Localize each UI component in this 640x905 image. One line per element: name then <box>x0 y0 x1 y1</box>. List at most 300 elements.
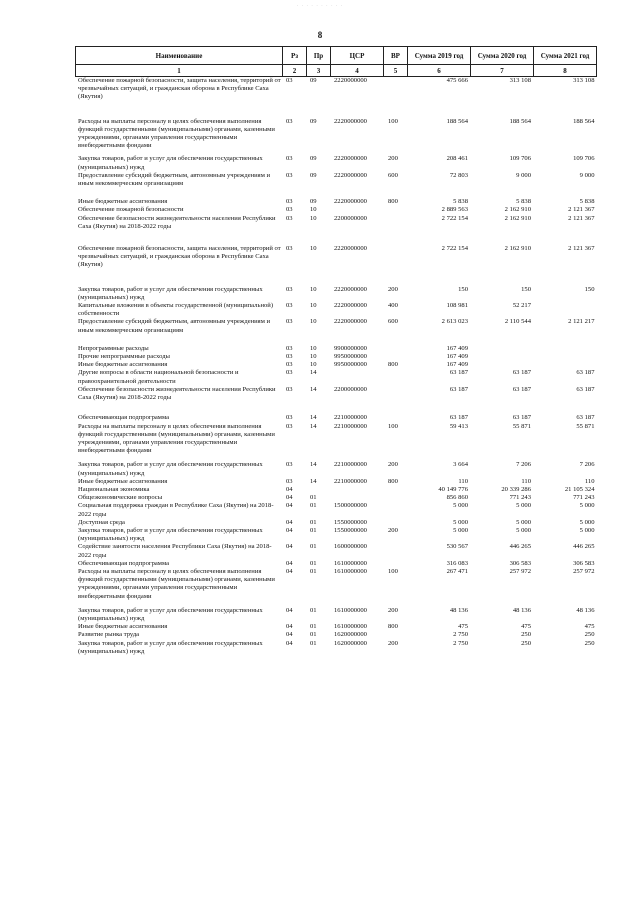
row-rz: 03 <box>286 361 293 369</box>
row-csr: 1600000000 <box>334 543 367 551</box>
row-sum-2019: 2 613 023 <box>441 318 468 326</box>
row-sum-2019: 856 860 <box>446 494 468 502</box>
row-name: Закупка товаров, работ и услуг для обеспечения государственных (муниципальных) нужд <box>78 526 263 543</box>
row-sum-2019: 63 187 <box>449 385 468 393</box>
row-sum-2021: 9 000 <box>579 171 595 179</box>
table-row <box>76 245 597 286</box>
row-csr: 1620000000 <box>334 631 367 639</box>
row-rz: 04 <box>286 606 293 614</box>
row-rz: 04 <box>286 526 293 534</box>
row-pr: 01 <box>310 631 317 639</box>
row-pr: 01 <box>310 526 317 534</box>
row-sum-2019: 188 564 <box>446 117 468 125</box>
row-pr: 14 <box>310 422 317 430</box>
row-name: Иные бюджетные ассигнования <box>78 198 168 206</box>
row-sum-2020: 52 217 <box>512 302 531 310</box>
row-csr: 2210000000 <box>334 461 367 469</box>
row-name: Расходы на выплаты персоналу в целях обеспечения выполнения функций государственными (муниципальными) органами, казенными учреждениями, органами управления государственными внебюджетными фондами <box>78 567 275 600</box>
row-csr <box>331 486 384 494</box>
header-vr: ВР <box>384 47 408 65</box>
row-sum-2019: 63 187 <box>449 369 468 377</box>
row-rz: 03 <box>286 353 293 361</box>
row-pr: 14 <box>310 369 317 377</box>
row-sum-2020: 2 110 544 <box>504 318 531 326</box>
row-vr <box>384 206 408 214</box>
row-vr <box>384 486 408 494</box>
row-vr: 600 <box>388 171 398 179</box>
row-rz: 04 <box>286 494 293 502</box>
row-vr: 800 <box>388 198 398 206</box>
row-csr: 1610000000 <box>334 559 367 567</box>
column-number: 6 <box>408 65 471 77</box>
row-pr: 10 <box>310 245 317 253</box>
row-rz: 03 <box>286 245 293 253</box>
row-sum-2019: 110 <box>458 477 468 485</box>
row-vr <box>384 631 408 639</box>
column-number: 2 <box>283 65 307 77</box>
table-row <box>76 478 597 486</box>
row-sum-2020: 2 162 910 <box>504 206 531 214</box>
row-csr: 1550000000 <box>334 526 367 534</box>
row-sum-2019: 2 722 154 <box>441 245 468 253</box>
row-pr: 01 <box>310 543 317 551</box>
row-csr: 9950000000 <box>334 353 367 361</box>
row-name: Непрограммные расходы <box>78 344 149 352</box>
row-csr: 2210000000 <box>334 422 367 430</box>
row-name: Обеспечение пожарной безопасности, защита населения, территорий от чрезвычайных ситуаций, и гражданская оборона в Республике Саха (Якутия) <box>78 77 281 101</box>
row-sum-2020: 5 838 <box>516 198 531 206</box>
row-name: Закупка товаров, работ и услуг для обеспечения государственных (муниципальных) нужд <box>78 461 263 477</box>
row-sum-2021: 446 265 <box>573 543 595 551</box>
row-vr <box>384 414 408 422</box>
row-pr: 09 <box>310 198 317 206</box>
row-sum-2021 <box>534 302 597 318</box>
table-row <box>76 286 597 302</box>
scan-header-mark: · · · · · · · · · · <box>296 4 344 9</box>
row-pr: 10 <box>310 302 317 310</box>
row-csr: 1620000000 <box>334 639 367 647</box>
row-sum-2019: 2 750 <box>453 631 468 639</box>
row-sum-2020: 109 706 <box>509 155 531 163</box>
row-csr <box>331 494 384 502</box>
row-name: Обеспечение пожарной безопасности, защита населения, территорий от чрезвычайных ситуаций, и гражданская оборона в Республике Саха (Якутия) <box>78 245 281 269</box>
row-sum-2019: 530 567 <box>446 543 468 551</box>
row-csr: 1610000000 <box>334 606 367 614</box>
row-sum-2021: 5 000 <box>579 518 595 526</box>
header-sum-2019: Сумма 2019 год <box>408 47 471 65</box>
row-pr: 09 <box>310 77 317 84</box>
column-number: 4 <box>331 65 384 77</box>
row-sum-2019: 5 000 <box>453 526 468 534</box>
row-sum-2019: 208 461 <box>446 155 468 163</box>
row-name: Закупка товаров, работ и услуг для обеспечения государственных (муниципальных) нужд <box>78 155 263 171</box>
row-vr: 200 <box>388 526 398 534</box>
row-rz: 04 <box>286 639 293 647</box>
row-csr: 2210000000 <box>334 414 367 422</box>
table-row <box>76 568 597 607</box>
row-pr: 09 <box>310 117 317 125</box>
column-number-row <box>76 65 597 77</box>
row-sum-2021 <box>534 345 597 353</box>
row-vr: 100 <box>388 567 398 575</box>
column-number: 7 <box>471 65 534 77</box>
row-sum-2020: 110 <box>521 477 531 485</box>
row-pr: 10 <box>310 206 317 214</box>
row-csr: 2220000000 <box>334 285 367 293</box>
header-csr: ЦСР <box>331 47 384 65</box>
row-sum-2019: 5 838 <box>453 198 468 206</box>
row-vr <box>384 77 408 118</box>
row-name: Общеэкономические вопросы <box>78 494 163 502</box>
table-row <box>76 486 597 494</box>
row-csr: 2220000000 <box>334 198 367 206</box>
row-sum-2019: 475 666 <box>446 77 468 84</box>
row-sum-2021: 63 187 <box>576 385 595 393</box>
row-name: Расходы на выплаты персоналу в целях обеспечения выполнения функций государственными (муниципальными) органами, казенными учреждениями, органами управления государственными внебюджетными фондами <box>78 117 275 150</box>
row-vr <box>384 345 408 353</box>
row-rz: 03 <box>286 369 293 377</box>
row-vr <box>384 494 408 502</box>
table-row <box>76 172 597 198</box>
row-vr <box>384 502 408 518</box>
row-sum-2019: 63 187 <box>449 414 468 422</box>
row-csr: 2200000000 <box>334 385 367 393</box>
row-rz: 03 <box>286 422 293 430</box>
table-row <box>76 527 597 543</box>
row-sum-2021: 5 000 <box>579 502 595 510</box>
table-row <box>76 369 597 385</box>
header-sum-2021: Сумма 2021 год <box>534 47 597 65</box>
row-pr: 01 <box>310 606 317 614</box>
row-name: Закупка товаров, работ и услуг для обеспечения государственных (муниципальных) нужд <box>78 285 263 301</box>
row-name: Предоставление субсидий бюджетным, автономным учреждениям и иным некоммерческим организациям <box>78 318 271 334</box>
column-number: 5 <box>384 65 408 77</box>
row-sum-2020: 475 <box>521 623 531 631</box>
row-pr: 14 <box>310 461 317 469</box>
row-name: Предоставление субсидий бюджетным, автономным учреждениям и иным некоммерческим организациям <box>78 171 271 188</box>
row-sum-2021: 63 187 <box>576 414 595 422</box>
row-csr: 1610000000 <box>334 623 367 631</box>
row-sum-2019: 475 <box>458 623 468 631</box>
row-name: Другие вопросы в области национальной безопасности и правоохранительной деятельности <box>78 369 239 385</box>
row-name: Закупка товаров, работ и услуг для обеспечения государственных (муниципальных) нужд <box>78 639 263 655</box>
row-name: Развитие рынка труда <box>78 631 140 639</box>
row-sum-2019: 2 722 154 <box>441 214 468 222</box>
row-pr: 10 <box>310 318 317 326</box>
row-sum-2021: 150 <box>584 285 595 293</box>
row-vr: 100 <box>388 422 398 430</box>
row-sum-2021: 188 564 <box>573 117 595 125</box>
row-rz: 04 <box>286 543 293 551</box>
table-row <box>76 560 597 568</box>
row-rz: 03 <box>286 414 293 422</box>
row-vr <box>384 215 408 245</box>
row-name: Иные бюджетные ассигнования <box>78 623 168 631</box>
table-row <box>76 423 597 462</box>
row-sum-2020: 63 187 <box>512 369 531 377</box>
row-csr <box>331 369 384 385</box>
row-pr <box>307 486 331 494</box>
row-rz: 03 <box>286 302 293 310</box>
row-sum-2020: 9 000 <box>516 171 531 179</box>
table-row <box>76 631 597 639</box>
row-sum-2021 <box>534 361 597 369</box>
row-rz: 03 <box>286 77 293 84</box>
row-sum-2020: 2 162 910 <box>504 214 531 222</box>
row-vr: 100 <box>388 117 398 125</box>
header-rz: Рз <box>283 47 307 65</box>
row-pr: 09 <box>310 171 317 179</box>
row-sum-2021: 313 108 <box>573 77 595 84</box>
row-pr: 01 <box>310 639 317 647</box>
row-vr: 800 <box>388 477 398 485</box>
row-rz: 03 <box>286 155 293 163</box>
row-rz: 04 <box>286 623 293 631</box>
row-vr <box>384 369 408 385</box>
row-pr: 01 <box>310 559 317 567</box>
row-sum-2020 <box>471 345 534 353</box>
row-sum-2019: 167 409 <box>446 344 468 352</box>
row-sum-2020: 63 187 <box>512 385 531 393</box>
row-csr: 2200000000 <box>334 214 367 222</box>
row-csr: 1500000000 <box>334 502 367 510</box>
row-sum-2019: 267 471 <box>446 567 468 575</box>
column-number: 8 <box>534 65 597 77</box>
table-row <box>76 414 597 422</box>
row-csr: 2220000000 <box>334 77 367 84</box>
header-name: Наименование <box>76 47 283 65</box>
row-sum-2020: 306 583 <box>509 559 531 567</box>
row-sum-2021: 250 <box>584 639 595 647</box>
row-name: Национальная экономика <box>78 485 150 493</box>
row-name: Обеспечивающая подпрограмма <box>78 414 170 422</box>
row-name: Иные бюджетные ассигнования <box>78 361 168 369</box>
row-pr: 01 <box>310 567 317 575</box>
row-sum-2020: 5 000 <box>516 502 531 510</box>
row-sum-2019: 316 083 <box>446 559 468 567</box>
row-rz: 03 <box>286 214 293 222</box>
row-sum-2019: 2 889 563 <box>441 206 468 214</box>
row-sum-2019: 108 981 <box>446 302 468 310</box>
header-pr: Пр <box>307 47 331 65</box>
row-csr: 1610000000 <box>334 567 367 575</box>
row-rz: 04 <box>286 485 293 493</box>
row-sum-2021: 21 105 324 <box>564 485 595 493</box>
row-sum-2021: 2 121 367 <box>568 206 595 214</box>
row-pr: 01 <box>310 494 317 502</box>
table-row <box>76 386 597 414</box>
table-row <box>76 353 597 361</box>
row-vr <box>384 386 408 414</box>
row-csr <box>331 206 384 214</box>
row-rz: 04 <box>286 559 293 567</box>
row-sum-2021: 48 136 <box>576 606 595 614</box>
row-vr: 200 <box>388 461 398 469</box>
row-sum-2021: 5 000 <box>579 526 595 534</box>
row-vr: 200 <box>388 639 398 647</box>
row-rz: 04 <box>286 631 293 639</box>
table-row <box>76 640 597 656</box>
row-sum-2019: 150 <box>458 285 468 293</box>
row-sum-2020: 313 108 <box>509 77 531 84</box>
row-vr: 800 <box>388 361 398 369</box>
row-sum-2020: 250 <box>521 631 531 639</box>
table-row <box>76 361 597 369</box>
row-sum-2019: 59 413 <box>449 422 468 430</box>
table-row <box>76 345 597 353</box>
row-vr: 200 <box>388 285 398 293</box>
row-sum-2020: 5 000 <box>516 526 531 534</box>
table-row <box>76 494 597 502</box>
row-sum-2019: 2 750 <box>453 639 468 647</box>
row-sum-2021: 5 838 <box>579 198 595 206</box>
table-row <box>76 118 597 156</box>
table-row <box>76 198 597 206</box>
budget-table <box>75 46 597 656</box>
row-pr: 14 <box>310 477 317 485</box>
row-sum-2019: 40 149 776 <box>438 485 468 493</box>
row-pr: 10 <box>310 344 317 352</box>
row-csr: 9950000000 <box>334 361 367 369</box>
row-sum-2019: 5 000 <box>453 518 468 526</box>
row-sum-2021: 110 <box>584 477 595 485</box>
row-pr: 10 <box>310 361 317 369</box>
row-name: Доступная среда <box>78 518 125 526</box>
row-csr: 2220000000 <box>334 245 367 253</box>
row-rz: 04 <box>286 502 293 510</box>
row-sum-2020: 2 162 910 <box>504 245 531 253</box>
row-pr: 01 <box>310 502 317 510</box>
row-sum-2020: 20 339 286 <box>501 485 531 493</box>
row-csr: 9900000000 <box>334 344 367 352</box>
row-sum-2020: 250 <box>521 639 531 647</box>
row-csr: 2220000000 <box>334 318 367 326</box>
row-sum-2020: 48 136 <box>512 606 531 614</box>
row-sum-2021: 257 972 <box>573 567 595 575</box>
header-sum-2020: Сумма 2020 год <box>471 47 534 65</box>
row-sum-2020: 7 206 <box>516 461 531 469</box>
row-rz: 03 <box>286 461 293 469</box>
row-rz: 03 <box>286 477 293 485</box>
row-sum-2021: 2 121 367 <box>568 245 595 253</box>
table-row <box>76 302 597 318</box>
row-rz: 03 <box>286 171 293 179</box>
row-vr: 400 <box>388 302 398 310</box>
row-rz: 03 <box>286 318 293 326</box>
row-rz: 04 <box>286 518 293 526</box>
table-row <box>76 623 597 631</box>
row-sum-2021: 2 121 367 <box>568 214 595 222</box>
row-pr: 10 <box>310 214 317 222</box>
row-sum-2020: 5 000 <box>516 518 531 526</box>
table-row <box>76 607 597 623</box>
row-name: Содействие занятости населения Республики Саха (Якутия) на 2018-2022 годы <box>78 543 272 559</box>
row-csr: 2220000000 <box>334 117 367 125</box>
row-sum-2021: 63 187 <box>576 369 595 377</box>
row-vr: 800 <box>388 623 398 631</box>
row-vr: 200 <box>388 155 398 163</box>
row-sum-2021: 475 <box>584 623 595 631</box>
row-sum-2021: 771 243 <box>573 494 595 502</box>
row-sum-2019: 5 000 <box>453 502 468 510</box>
row-name: Расходы на выплаты персоналу в целях обеспечения выполнения функций государственными (муниципальными) органами, казенными учреждениями, органами управления государственными внебюджетными фондами <box>78 422 275 455</box>
row-sum-2020: 257 972 <box>509 567 531 575</box>
page-number: 8 <box>317 30 323 40</box>
row-rz: 03 <box>286 198 293 206</box>
row-pr: 01 <box>310 518 317 526</box>
table-row <box>76 519 597 527</box>
row-vr <box>384 353 408 361</box>
row-csr: 1550000000 <box>334 518 367 526</box>
row-sum-2021: 2 121 217 <box>568 318 595 326</box>
row-sum-2021: 306 583 <box>573 559 595 567</box>
row-pr: 10 <box>310 285 317 293</box>
row-vr <box>384 245 408 286</box>
row-rz: 03 <box>286 285 293 293</box>
row-sum-2021: 109 706 <box>573 155 595 163</box>
table-row <box>76 502 597 518</box>
row-name: Прочие непрограммные расходы <box>78 353 170 361</box>
row-pr: 09 <box>310 155 317 163</box>
row-name: Закупка товаров, работ и услуг для обеспечения государственных (муниципальных) нужд <box>78 606 263 622</box>
table-row <box>76 155 597 171</box>
row-rz: 03 <box>286 117 293 125</box>
column-number: 1 <box>76 65 283 77</box>
row-vr <box>384 519 408 527</box>
row-sum-2020: 55 871 <box>512 422 531 430</box>
row-name: Обеспечение пожарной безопасности <box>78 206 184 214</box>
row-sum-2019: 167 409 <box>446 361 468 369</box>
row-pr: 14 <box>310 385 317 393</box>
budget-table-container <box>75 46 596 656</box>
row-sum-2020 <box>471 361 534 369</box>
row-sum-2020: 188 564 <box>509 117 531 125</box>
row-sum-2020 <box>471 353 534 361</box>
row-pr: 10 <box>310 353 317 361</box>
row-name: Обеспечивающая подпрограмма <box>78 559 170 567</box>
row-sum-2019: 48 136 <box>449 606 468 614</box>
table-row <box>76 77 597 118</box>
row-rz: 03 <box>286 206 293 214</box>
row-name: Обеспечение безопасности жизнедеятельности населения Республики Саха (Якутия) на 2018-2022 годы <box>78 385 276 402</box>
row-sum-2019: 72 803 <box>449 171 468 179</box>
row-sum-2019: 3 664 <box>453 461 468 469</box>
row-name: Капитальные вложения в объекты государственной (муниципальной) собственности <box>78 302 274 318</box>
row-csr: 2220000000 <box>334 171 367 179</box>
row-vr <box>384 543 408 559</box>
row-sum-2021: 55 871 <box>576 422 595 430</box>
row-name: Обеспечение безопасности жизнедеятельности населения Республики Саха (Якутия) на 2018-2022 годы <box>78 214 276 230</box>
table-row <box>76 318 597 344</box>
row-sum-2020: 771 243 <box>509 494 531 502</box>
row-sum-2021: 250 <box>584 631 595 639</box>
table-body <box>76 77 597 656</box>
table-row <box>76 215 597 245</box>
row-csr: 2220000000 <box>334 155 367 163</box>
row-name: Иные бюджетные ассигнования <box>78 477 168 485</box>
row-pr: 01 <box>310 623 317 631</box>
row-sum-2020: 63 187 <box>512 414 531 422</box>
table-row <box>76 543 597 559</box>
row-sum-2021 <box>534 353 597 361</box>
row-sum-2021: 7 206 <box>579 461 595 469</box>
row-csr: 2210000000 <box>334 477 367 485</box>
row-sum-2020: 150 <box>521 285 531 293</box>
header-row <box>76 47 597 65</box>
row-rz: 03 <box>286 344 293 352</box>
row-vr: 600 <box>388 318 398 326</box>
row-csr: 2220000000 <box>334 302 367 310</box>
